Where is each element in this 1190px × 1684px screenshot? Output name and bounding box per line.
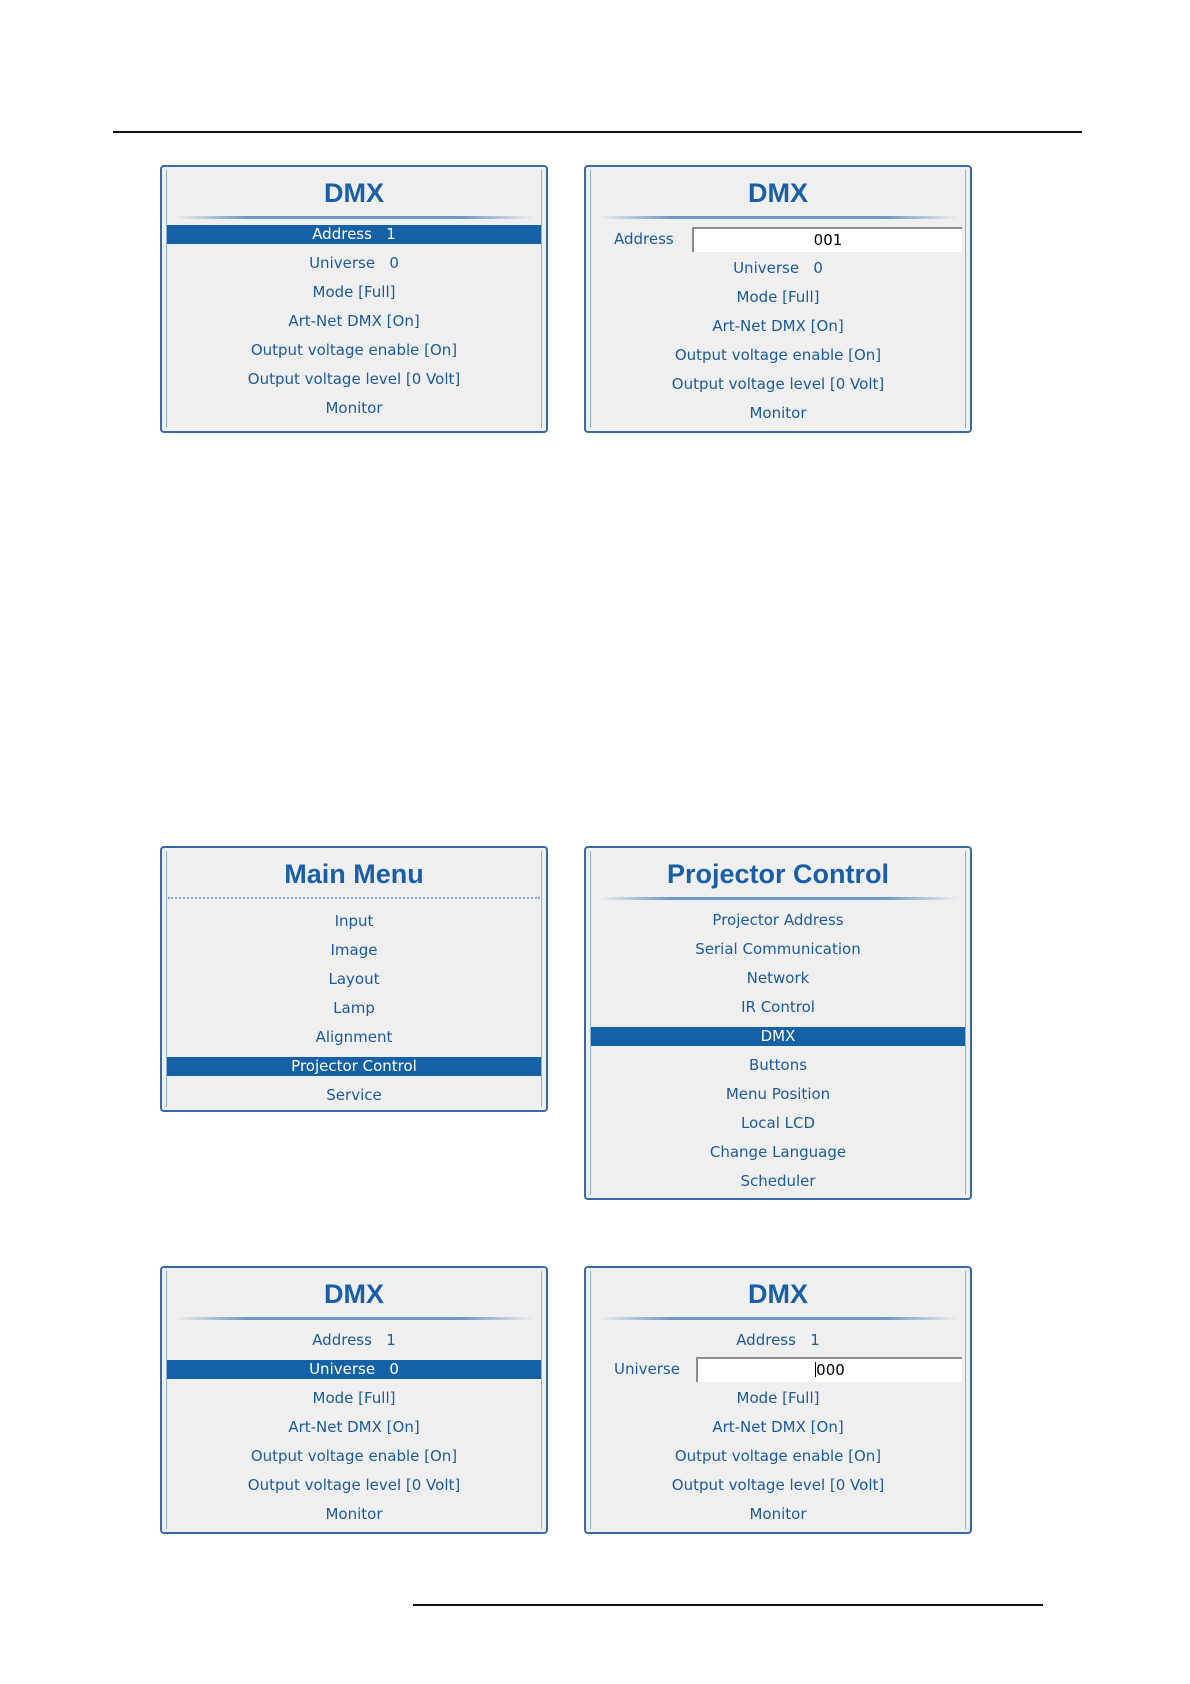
menu-item-output-enable[interactable]: Output voltage enable [On] [674, 346, 882, 364]
menu-item-monitor[interactable]: Monitor [325, 399, 383, 417]
menu-item-output-enable[interactable]: Output voltage enable [On] [250, 341, 458, 359]
address-edit-row [590, 225, 966, 254]
menu-item-buttons[interactable]: Buttons [748, 1056, 808, 1074]
menu-item-output-level[interactable]: Output voltage level [0 Volt] [247, 1476, 461, 1494]
menu-item-dmx[interactable]: DMX [590, 1027, 966, 1046]
menu-item-mode[interactable]: Mode [Full] [312, 1389, 396, 1407]
menu-item-universe[interactable]: Universe 0 [166, 1360, 542, 1379]
projector-control-panel [584, 846, 972, 1200]
menu-item-monitor[interactable]: Monitor [749, 1505, 807, 1523]
panel-title: DMX [748, 178, 808, 208]
universe-input[interactable]: 000 [696, 1357, 962, 1382]
title-separator [598, 216, 958, 219]
menu-item-output-level[interactable]: Output voltage level [0 Volt] [247, 370, 461, 388]
panel-title: Projector Control [666, 859, 889, 889]
menu-item-output-enable[interactable]: Output voltage enable [On] [674, 1447, 882, 1465]
menu-item-network[interactable]: Network [746, 969, 810, 987]
menu-item-artnet[interactable]: Art-Net DMX [On] [712, 1418, 844, 1436]
menu-item-artnet[interactable]: Art-Net DMX [On] [288, 312, 420, 330]
menu-item-change-language[interactable]: Change Language [709, 1143, 847, 1161]
title-separator [598, 897, 958, 900]
universe-label: Universe [614, 1360, 680, 1378]
menu-item-mode[interactable]: Mode [Full] [312, 283, 396, 301]
title-separator [174, 1317, 534, 1320]
menu-item-menu-position[interactable]: Menu Position [725, 1085, 831, 1103]
menu-item-monitor[interactable]: Monitor [749, 404, 807, 422]
dmx-panel-universe-selected [160, 1266, 548, 1534]
title-separator [174, 216, 534, 219]
menu-item-projector-control[interactable]: Projector Control [166, 1057, 542, 1076]
title-separator [598, 1317, 958, 1320]
menu-item-projector-address[interactable]: Projector Address [712, 911, 844, 929]
footer-rule [413, 1604, 1043, 1606]
main-menu-panel [160, 846, 548, 1112]
menu-item-universe[interactable]: Universe 0 [733, 259, 823, 277]
menu-item-address[interactable]: Address 1 [166, 225, 542, 244]
menu-item-scheduler[interactable]: Scheduler [740, 1172, 816, 1190]
menu-item-output-level[interactable]: Output voltage level [0 Volt] [671, 375, 885, 393]
menu-item-address[interactable]: Address 1 [736, 1331, 820, 1349]
universe-edit-row [590, 1355, 966, 1384]
panel-title: DMX [324, 1279, 384, 1309]
panel-title: DMX [324, 178, 384, 208]
menu-item-monitor[interactable]: Monitor [325, 1505, 383, 1523]
menu-item-mode[interactable]: Mode [Full] [736, 1389, 820, 1407]
menu-item-alignment[interactable]: Alignment [315, 1028, 393, 1046]
menu-item-artnet[interactable]: Art-Net DMX [On] [712, 317, 844, 335]
panel-title: Main Menu [284, 859, 424, 889]
menu-item-service[interactable]: Service [326, 1086, 382, 1104]
menu-item-layout[interactable]: Layout [328, 970, 380, 988]
menu-item-serial-communication[interactable]: Serial Communication [695, 940, 861, 958]
panel-title: DMX [748, 1279, 808, 1309]
menu-item-address[interactable]: Address 1 [312, 1331, 396, 1349]
menu-item-local-lcd[interactable]: Local LCD [740, 1114, 816, 1132]
menu-item-universe[interactable]: Universe 0 [309, 254, 399, 272]
menu-item-artnet[interactable]: Art-Net DMX [On] [288, 1418, 420, 1436]
header-rule [113, 131, 1082, 133]
dmx-panel-address-edit [584, 165, 972, 433]
menu-item-image[interactable]: Image [330, 941, 378, 959]
address-label: Address [614, 230, 674, 248]
menu-item-lamp[interactable]: Lamp [333, 999, 375, 1017]
menu-item-output-level[interactable]: Output voltage level [0 Volt] [671, 1476, 885, 1494]
menu-item-ir-control[interactable]: IR Control [741, 998, 815, 1016]
title-separator [168, 897, 540, 899]
dmx-panel-address-selected [160, 165, 548, 433]
address-input[interactable]: 001 [692, 227, 962, 252]
dmx-panel-universe-edit [584, 1266, 972, 1534]
menu-item-input[interactable]: Input [334, 912, 374, 930]
menu-item-mode[interactable]: Mode [Full] [736, 288, 820, 306]
menu-item-output-enable[interactable]: Output voltage enable [On] [250, 1447, 458, 1465]
